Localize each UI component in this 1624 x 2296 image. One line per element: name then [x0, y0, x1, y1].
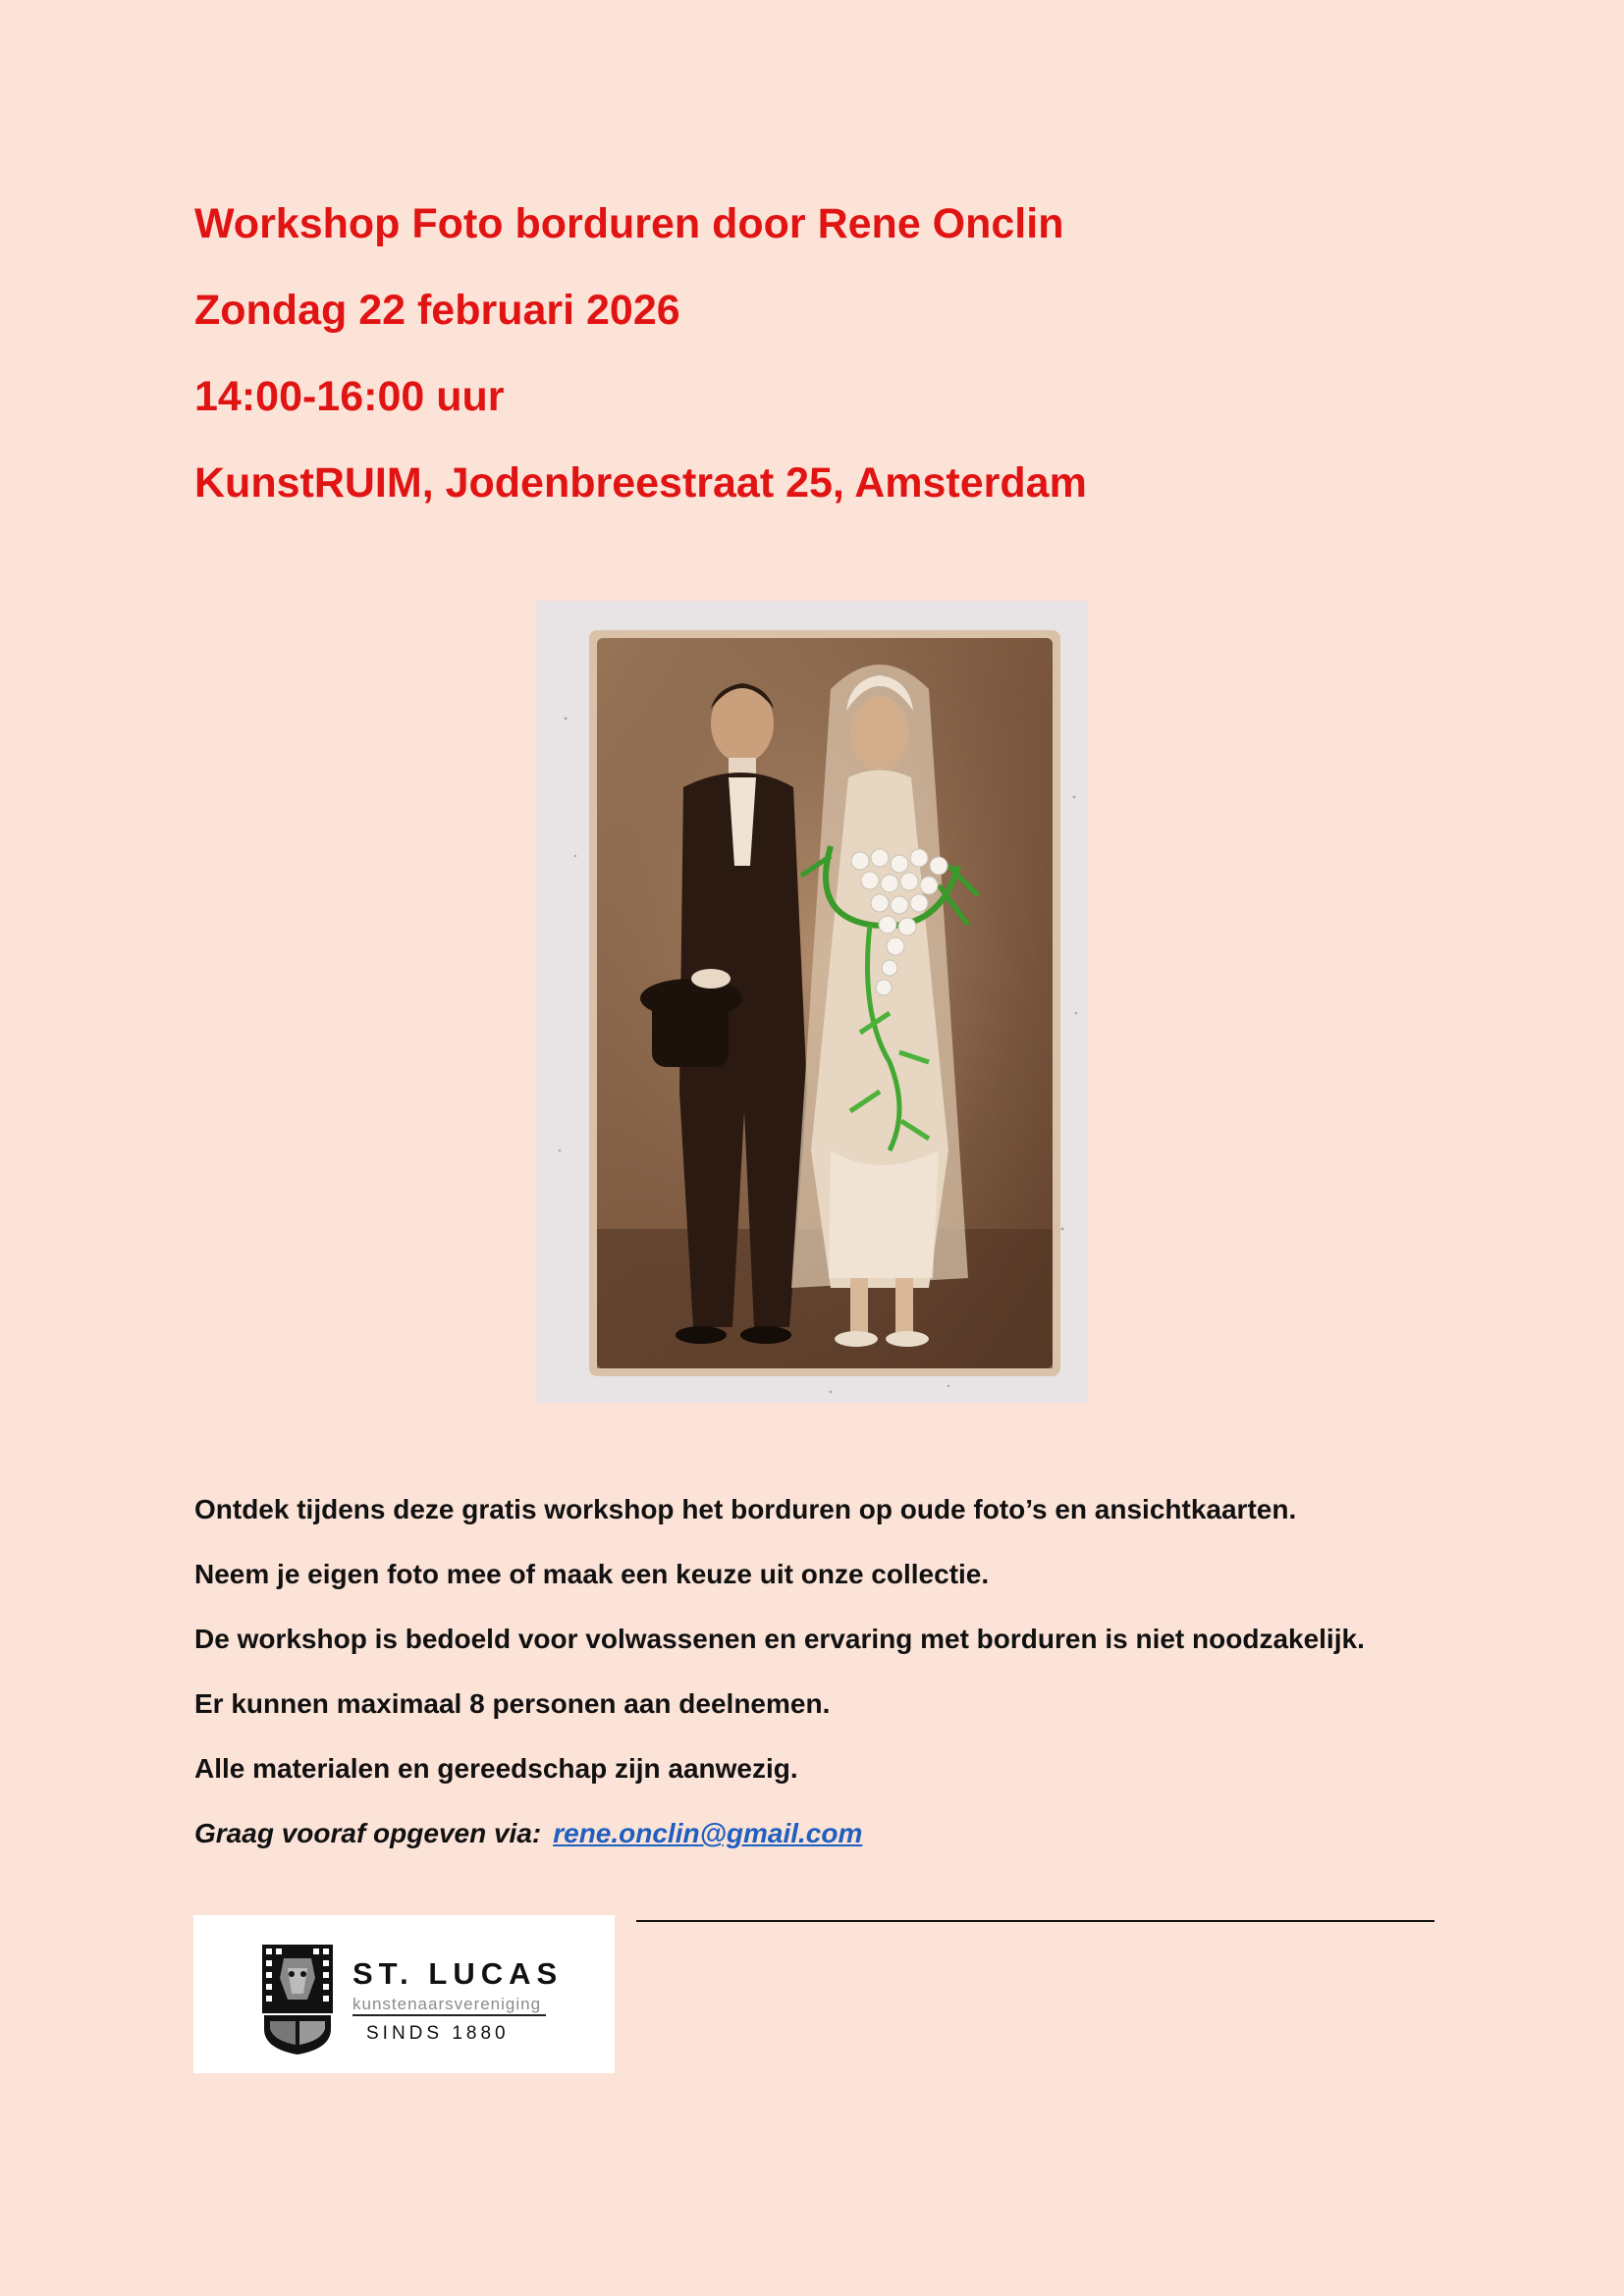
event-location: KunstRUIM, Jodenbreestraat 25, Amsterdam	[194, 459, 1087, 507]
logo-subtitle: kunstenaarsvereniging	[352, 1995, 542, 2013]
description-line-4: Er kunnen maximaal 8 personen aan deelnemen.	[194, 1688, 831, 1719]
signup-label: Graag vooraf opgeven via:	[194, 1818, 542, 1848]
description-line-1: Ontdek tijdens deze gratis workshop het borduren op oude foto’s en ansichtkaarten.	[194, 1494, 1297, 1524]
description-line-2: Neem je eigen foto mee of maak een keuze uit onze collectie.	[194, 1559, 990, 1589]
description-line-5: Alle materialen en gereedschap zijn aanwezig.	[194, 1753, 798, 1784]
logo-divider	[352, 2014, 546, 2016]
event-time: 14:00-16:00 uur	[194, 373, 505, 420]
logo-name: ST. LUCAS	[352, 1956, 564, 1991]
signature-line	[636, 1920, 1435, 1922]
embroidered-wedding-photo	[536, 601, 1088, 1403]
event-date: Zondag 22 februari 2026	[194, 287, 680, 334]
signup-email-link[interactable]: rene.onclin@gmail.com	[553, 1818, 863, 1848]
description-line-3: De workshop is bedoeld voor volwassenen en ervaring met borduren is niet noodzakelijk.	[194, 1624, 1365, 1654]
event-title: Workshop Foto borduren door Rene Onclin	[194, 200, 1064, 247]
st-lucas-crest-icon	[260, 1939, 335, 2055]
signup-line	[194, 1820, 862, 1847]
st-lucas-logo	[193, 1915, 615, 2073]
logo-since: SINDS 1880	[366, 2023, 510, 2044]
